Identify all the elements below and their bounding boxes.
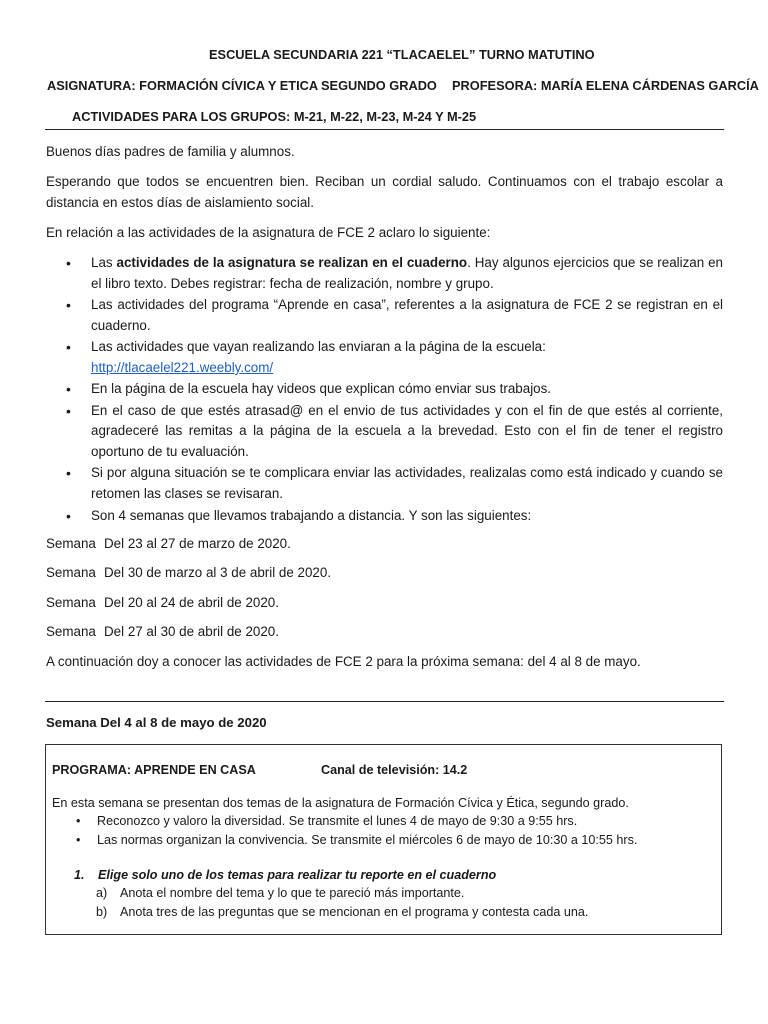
bullet-text: . Hay algunos ejercicios que se realizan en el libro texto. Debes registrar: fecha de realización, nombre y grupo. [91,255,723,291]
program-title: PROGRAMA: APRENDE EN CASA [52,763,256,777]
next-week-paragraph: A continuación doy a conocer las actividades de FCE 2 para la próxima semana: del 4 al 8 de mayo. [46,654,641,669]
list-item: • En la página de la escuela hay videos que explican cómo enviar sus trabajos. [46,379,723,400]
greeting-paragraph: Buenos días padres de familia y alumnos. [46,144,295,159]
list-item: • Son 4 semanas que llevamos trabajando a distancia. Y son las siguientes: [46,506,723,527]
task-list [74,866,496,885]
grade-heading: SEGUNDO GRADO [321,78,437,93]
list-item: • Las normas organizan la convivencia. Se transmite el miércoles 6 de mayo de 10:30 a 10:55 hrs. [52,831,637,850]
week-section-title: Semana Del 4 al 8 de mayo de 2020 [46,715,267,730]
week-line [46,565,331,580]
clarifications-list [46,253,723,527]
list-item [74,866,496,885]
list-item: • En el caso de que estés atrasad@ en el envio de tus actividades y con el fin de que estés al corriente, agradeceré las remitas a la página de la escuela a la brevedad. Esto con el fin de tener el registro oportuno de tu evaluación. [46,401,723,463]
tv-channel: Canal de televisión: 14.2 [321,763,468,777]
groups-heading: ACTIVIDADES PARA LOS GRUPOS: M-21, M-22, M-23, M-24 Y M-25 [72,109,477,124]
program-intro: En esta semana se presentan dos temas de la asignatura de Formación Cívica y Ética, segundo grado. [52,796,629,810]
subtask-text: Anota el nombre del tema y lo que te pareció más importante. [120,886,465,900]
list-item: • Si por alguna situación se te complicara enviar las actividades, realizalas como está indicado y cuando se retomen las clases se revisaran. [46,463,723,505]
teacher-heading: PROFESORA: MARÍA ELENA CÁRDENAS GARCÍA [452,78,759,93]
subtask-marker: b) [96,904,108,919]
week-range: Del 30 de marzo al 3 de abril de 2020. [104,565,332,580]
week-label: Semana [46,536,96,551]
subject-heading: ASIGNATURA: FORMACIÓN CÍVICA Y ETICA [47,78,319,93]
week-range: Del 23 al 27 de marzo de 2020. [104,536,291,551]
week-line [46,595,279,610]
bullet-bold-text: actividades de la asignatura se realizan en el cuaderno [116,255,468,270]
week-label: Semana [46,565,96,580]
subtask-text: Anota tres de las preguntas que se mencionan en el programa y contesta cada una. [120,904,589,919]
list-item [46,253,723,295]
list-item [96,884,588,903]
bullet-text: Las [91,255,117,270]
school-heading: ESCUELA SECUNDARIA 221 “TLACAELEL” TURNO MATUTINO [209,47,595,62]
list-item: • Las actividades del programa “Aprende en casa”, referentes a la asignatura de FCE 2 se registran en el cuaderno. [46,295,723,337]
topics-list [52,812,637,849]
bullet-text: Las actividades que vayan realizando las enviaran a la página de la escuela: [91,339,546,355]
week-label: Semana [46,624,96,639]
header-divider [45,129,724,130]
list-item [46,337,723,379]
task-text: Elige solo uno de los temas para realizar tu reporte en el cuaderno [98,868,497,882]
list-item: • Reconozco y valoro la diversidad. Se transmite el lunes 4 de mayo de 9:30 a 9:55 hrs. [52,812,637,831]
subtask-list [96,884,588,921]
school-website-link[interactable]: http://tlacaelel221.weebly.com/ [91,359,274,375]
week-line [46,624,279,639]
list-item [96,903,588,922]
task-number: 1. [74,868,85,882]
program-box [45,744,722,935]
week-range: Del 27 al 30 de abril de 2020. [104,624,279,639]
intro-paragraph: Esperando que todos se encuentren bien. Reciban un cordial saludo. Continuamos con el trabajo escolar a distancia en estos días de aislamiento social. [46,174,723,210]
section-divider [45,701,724,702]
week-line [46,536,291,551]
week-range: Del 20 al 24 de abril de 2020. [104,595,279,610]
relation-paragraph: En relación a las actividades de la asignatura de FCE 2 aclaro lo siguiente: [46,225,491,240]
subtask-marker: a) [96,886,108,900]
week-label: Semana [46,595,96,610]
